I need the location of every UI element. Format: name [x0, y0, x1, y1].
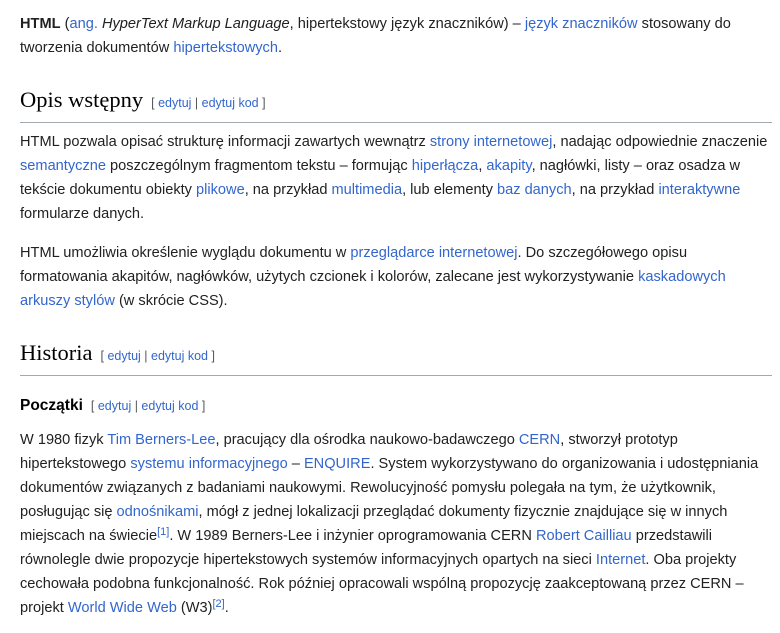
- edit-bracket: ]: [211, 349, 215, 363]
- intro-text: stosowany do tworzenia dokumentów: [20, 16, 731, 56]
- link-lang[interactable]: ang.: [69, 16, 98, 32]
- body-text: , na przykład: [571, 182, 659, 198]
- body-text: (W3): [176, 600, 213, 616]
- body-text: , nagłówki, listy – oraz osadza w tekście dokumentu obiekty: [20, 158, 741, 198]
- footnote-2[interactable]: [2]: [212, 598, 225, 610]
- edit-bracket: [: [90, 399, 95, 413]
- link-hypertext[interactable]: hipertekstowych: [173, 40, 278, 56]
- link-databases[interactable]: baz danych: [496, 182, 572, 198]
- link-tim-berners-lee[interactable]: Tim Berners-Lee: [107, 432, 216, 448]
- body-text: , mógł z jednej lokalizacji przeglądać dokumenty fizycznie znajdujące się w innych miejscach na świecie: [20, 504, 728, 544]
- link-web-browser[interactable]: przeglądarce internetowej: [350, 245, 518, 261]
- body-text: przedstawili równolegle dwie propozycje hipertekstowych systemów informacyjnych opartych na sieci: [20, 528, 712, 568]
- body-text: HTML pozwala opisać strukturę informacji zawartych wewnątrz: [20, 134, 430, 150]
- intro-paragraph: [20, 12, 772, 60]
- edit-bracket: [: [151, 96, 155, 110]
- history-paragraph-1: [20, 428, 772, 620]
- link-internet[interactable]: Internet: [595, 552, 646, 568]
- link-semantic[interactable]: semantyczne: [20, 158, 106, 174]
- edit-separator: |: [131, 399, 142, 413]
- link-multimedia[interactable]: multimedia: [331, 182, 403, 198]
- link-hyperlinks[interactable]: hiperłącza: [411, 158, 479, 174]
- body-text: .: [224, 600, 229, 616]
- overview-paragraph-1: [20, 130, 772, 226]
- body-text: . Oba projekty cechowała podobna funkcjonalność. Rok później opracowali wspólną propozycję zaakceptowaną przez CERN – projekt: [20, 552, 744, 616]
- link-css[interactable]: kaskadowych arkuszy stylów: [20, 269, 726, 309]
- edit-separator: |: [140, 349, 152, 363]
- body-text: W 1980 fizyk: [20, 432, 108, 448]
- edit-link[interactable]: edytuj: [107, 349, 141, 363]
- body-text: . Do szczegółowego opisu formatowania akapitów, nagłówków, użytych czcionek i kolorów, zalecane jest wykorzystywanie: [20, 245, 688, 285]
- body-text: , na przykład: [244, 182, 332, 198]
- link-world-wide-web[interactable]: World Wide Web: [67, 600, 177, 616]
- heading-overview: [20, 86, 772, 123]
- body-text: , nadając odpowiednie znaczenie: [552, 134, 768, 150]
- body-text: , stworzył prototyp hipertekstowego: [20, 432, 678, 472]
- link-file-objects[interactable]: plikowe: [196, 182, 245, 198]
- edit-bracket: [: [100, 349, 104, 363]
- edit-separator: |: [191, 96, 202, 110]
- intro-term: HTML: [20, 16, 61, 32]
- edit-code-link[interactable]: edytuj kod: [141, 399, 199, 413]
- edit-link[interactable]: edytuj: [158, 96, 192, 110]
- overview-paragraph-2: [20, 241, 772, 313]
- link-cern[interactable]: CERN: [518, 432, 561, 448]
- edit-section-overview: [151, 96, 265, 110]
- english-name: HyperText Markup Language: [101, 16, 290, 32]
- intro-text: .: [277, 40, 283, 56]
- body-text: . W 1989 Berners-Lee i inżynier oprogramowania CERN: [169, 528, 536, 544]
- link-references[interactable]: odnośnikami: [116, 504, 199, 520]
- body-text: , lub elementy: [402, 182, 497, 198]
- body-text: (w skrócie CSS).: [114, 293, 228, 309]
- link-markup-language[interactable]: język znaczników: [524, 16, 638, 32]
- body-text: HTML umożliwia określenie wyglądu dokumentu w: [20, 245, 351, 261]
- edit-bracket: ]: [262, 96, 266, 110]
- heading-overview-title: Opis wstępny: [20, 87, 144, 112]
- link-interactive[interactable]: interaktywne: [658, 182, 741, 198]
- footnote-1[interactable]: [1]: [157, 526, 170, 538]
- intro-text: (: [64, 16, 70, 32]
- link-web-page[interactable]: strony internetowej: [429, 134, 553, 150]
- edit-section-history: [101, 349, 215, 363]
- heading-history-title: Historia: [20, 340, 93, 365]
- intro-text: , hipertekstowy język znaczników) –: [289, 16, 525, 32]
- heading-beginnings-title: Początki: [20, 397, 83, 414]
- link-paragraphs[interactable]: akapity: [486, 158, 532, 174]
- body-text: , pracujący dla ośrodka naukowo-badawczego: [215, 432, 519, 448]
- link-enquire[interactable]: ENQUIRE: [303, 456, 371, 472]
- body-text: –: [287, 456, 304, 472]
- edit-section-beginnings: [91, 399, 205, 413]
- heading-history: [20, 339, 772, 376]
- link-robert-cailliau[interactable]: Robert Cailliau: [535, 528, 632, 544]
- edit-code-link[interactable]: edytuj kod: [201, 96, 259, 110]
- link-information-system[interactable]: systemu informacyjnego: [130, 456, 288, 472]
- edit-link[interactable]: edytuj: [97, 399, 132, 413]
- heading-beginnings: [20, 395, 772, 417]
- body-text: formularze danych.: [20, 206, 145, 222]
- body-text: . System wykorzystywano do organizowania i udostępniania dokumentów związanych z badaniami naukowymi. Rewolucyjność pomysłu polegała na tym, że użytkownik, posługując się: [20, 456, 759, 520]
- body-text: poszczególnym fragmentom tekstu – formując: [105, 158, 412, 174]
- edit-bracket: ]: [201, 399, 206, 413]
- edit-code-link[interactable]: edytuj kod: [151, 349, 209, 363]
- body-text: ,: [478, 158, 487, 174]
